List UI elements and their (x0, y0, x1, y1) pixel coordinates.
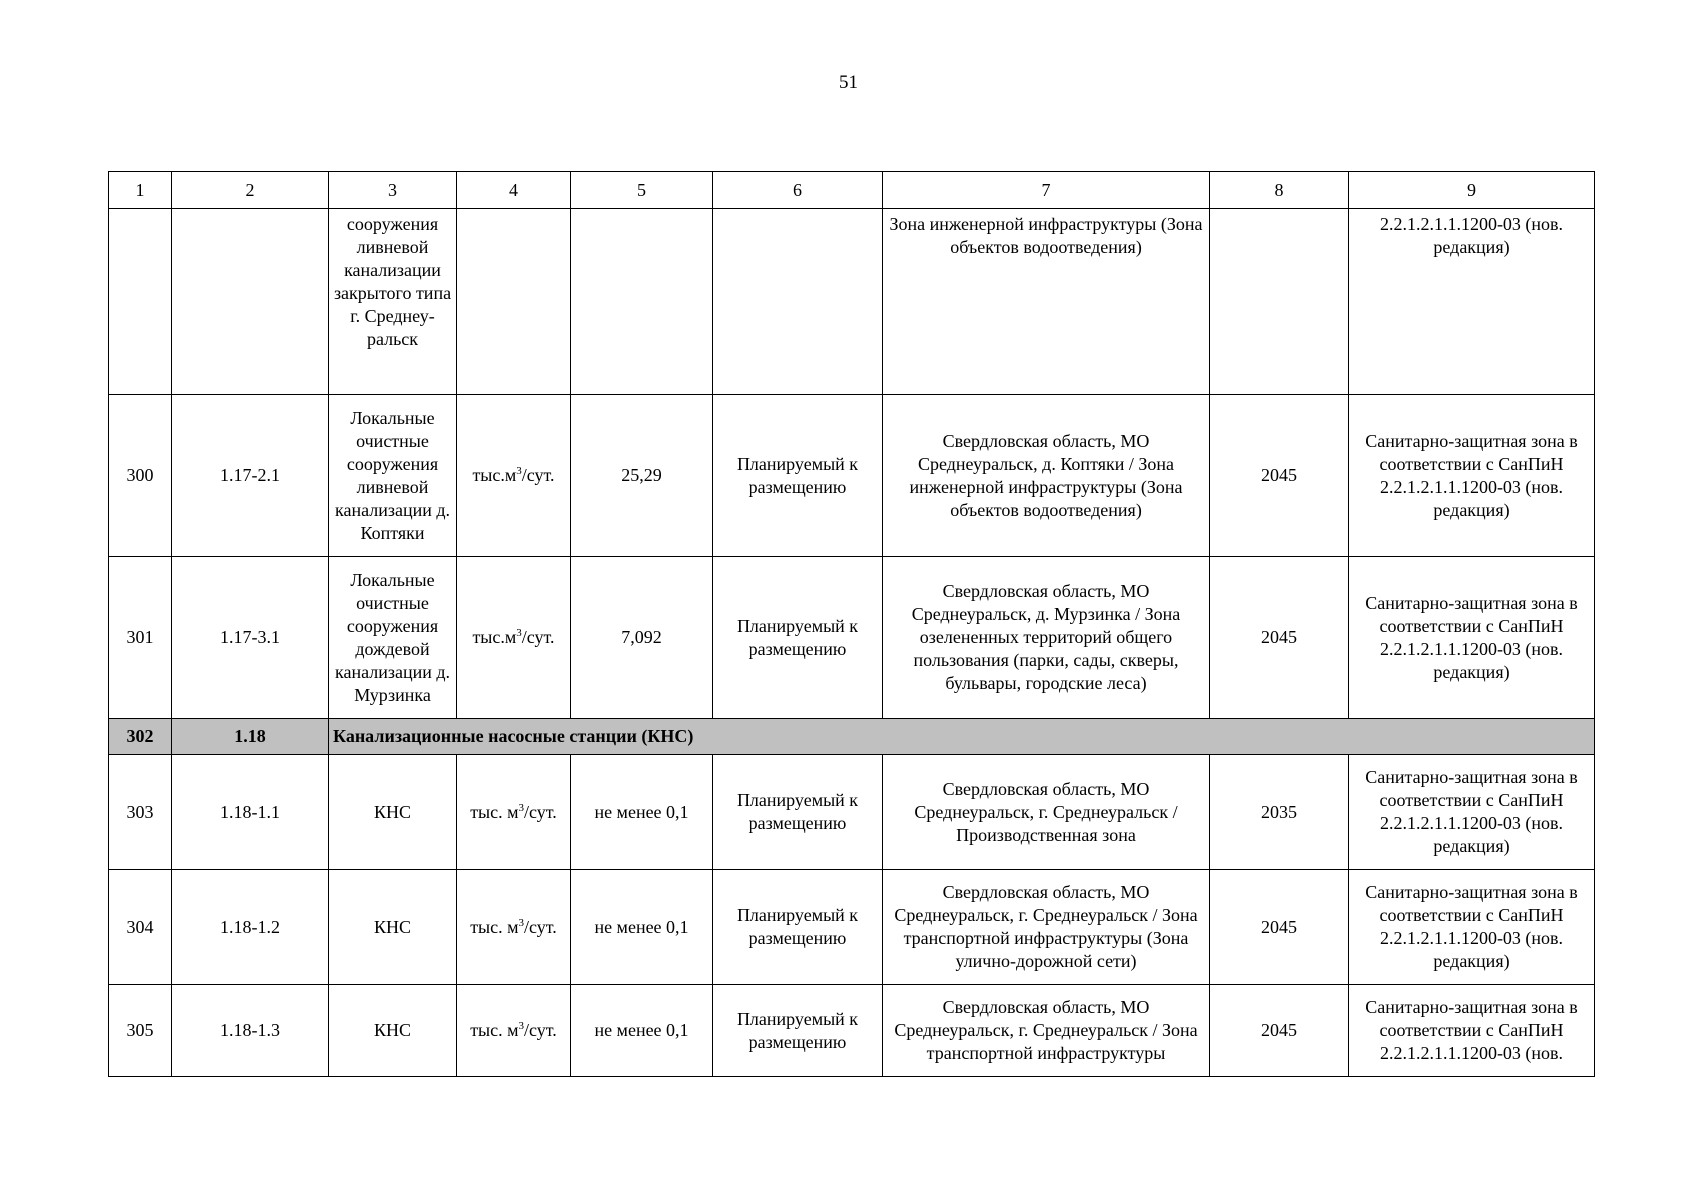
object-name-cell: КНС (329, 985, 457, 1077)
section-header-row (109, 719, 1595, 755)
year-cell (1210, 209, 1349, 395)
row-number-cell (109, 209, 172, 395)
object-name-cell: КНС (329, 870, 457, 985)
column-number: 4 (457, 172, 571, 209)
code-cell: 1.17-3.1 (172, 557, 329, 719)
status-cell: Планируемый к размещению (713, 985, 883, 1077)
status-cell: Планируемый к размещению (713, 395, 883, 557)
table-row (109, 870, 1595, 985)
capacity-cell: не менее 0,1 (571, 985, 713, 1077)
capacity-cell (571, 209, 713, 395)
unit-cell: тыс. $м^3$/сут. (457, 870, 571, 985)
location-cell: Свердловская область, МО Среднеуральск, д. Мурзинка / Зона озелененных территорий общего пользования (парки, сады, скверы, бульвары, городские леса) (883, 557, 1210, 719)
location-cell: Свердловская область, МО Среднеуральск, г. Среднеуральск / Производственная зона (883, 755, 1210, 870)
code-cell: 1.17-2.1 (172, 395, 329, 557)
unit-cell (457, 209, 571, 395)
section-title: Канализационные насосные станции (КНС) (329, 719, 1595, 755)
status-cell: Планируемый к размещению (713, 557, 883, 719)
table-row (109, 209, 1595, 395)
unit-cell: $тыс.м^3$/сут. (457, 395, 571, 557)
column-number-row (109, 172, 1595, 209)
zone-cell: Санитарно-защитная зона в соответствии с СанПиН 2.2.1.2.1.1.1200-03 (нов. (1349, 985, 1595, 1077)
object-name-cell: КНС (329, 755, 457, 870)
unit-cell: тыс. $м^3$/сут. (457, 755, 571, 870)
page-number: 51 (839, 72, 858, 93)
row-number-cell: 300 (109, 395, 172, 557)
row-number-cell: 303 (109, 755, 172, 870)
status-cell: Планируемый к размещению (713, 755, 883, 870)
capacity-cell: 25,29 (571, 395, 713, 557)
row-number-cell: 301 (109, 557, 172, 719)
column-number: 5 (571, 172, 713, 209)
register-table (108, 171, 1595, 1077)
year-cell: 2045 (1210, 395, 1349, 557)
capacity-cell: не менее 0,1 (571, 755, 713, 870)
year-cell: 2045 (1210, 985, 1349, 1077)
status-cell: Планируемый к размещению (713, 870, 883, 985)
capacity-cell: не менее 0,1 (571, 870, 713, 985)
zone-cell: Санитарно-защитная зона в соответствии с СанПиН 2.2.1.2.1.1.1200-03 (нов. редакция) (1349, 395, 1595, 557)
table-row (109, 755, 1595, 870)
zone-cell: Санитарно-защитная зона в соответствии с СанПиН 2.2.1.2.1.1.1200-03 (нов. редакция) (1349, 557, 1595, 719)
table-row (109, 395, 1595, 557)
code-cell: 1.18-1.3 (172, 985, 329, 1077)
object-name-cell: сооружения ливневой канализации закрытого типа г. Среднеу-ральск (329, 209, 457, 395)
year-cell: 2035 (1210, 755, 1349, 870)
zone-cell: 2.2.1.2.1.1.1200-03 (нов. редакция) (1349, 209, 1595, 395)
column-number: 1 (109, 172, 172, 209)
capacity-cell: 7,092 (571, 557, 713, 719)
object-name-cell: Локальные очистные сооружения ливневой канализации д. Коптяки (329, 395, 457, 557)
row-number-cell: 305 (109, 985, 172, 1077)
row-number-cell: 304 (109, 870, 172, 985)
column-number: 9 (1349, 172, 1595, 209)
table-row (109, 985, 1595, 1077)
code-cell: 1.18-1.1 (172, 755, 329, 870)
location-cell: Зона инженерной инфраструктуры (Зона объектов водоотведения) (883, 209, 1210, 395)
location-cell: Свердловская область, МО Среднеуральск, г. Среднеуральск / Зона транспортной инфраструктуры (Зона улично-дорожной сети) (883, 870, 1210, 985)
zone-cell: Санитарно-защитная зона в соответствии с СанПиН 2.2.1.2.1.1.1200-03 (нов. редакция) (1349, 755, 1595, 870)
location-cell: Свердловская область, МО Среднеуральск, г. Среднеуральск / Зона транспортной инфраструктуры (883, 985, 1210, 1077)
column-number: 3 (329, 172, 457, 209)
code-cell (172, 209, 329, 395)
object-name-cell: Локальные очистные сооружения дождевой канализации д. Мурзинка (329, 557, 457, 719)
year-cell: 2045 (1210, 870, 1349, 985)
location-cell: Свердловская область, МО Среднеуральск, д. Коптяки / Зона инженерной инфраструктуры (Зона объектов водоотведения) (883, 395, 1210, 557)
row-number-cell: 302 (109, 719, 172, 755)
code-cell: 1.18-1.2 (172, 870, 329, 985)
code-cell: 1.18 (172, 719, 329, 755)
unit-cell: $тыс.м^3$/сут. (457, 557, 571, 719)
column-number: 6 (713, 172, 883, 209)
column-number: 7 (883, 172, 1210, 209)
column-number: 8 (1210, 172, 1349, 209)
table-row (109, 557, 1595, 719)
unit-cell: тыс. $м^3$/сут. (457, 985, 571, 1077)
status-cell (713, 209, 883, 395)
column-number: 2 (172, 172, 329, 209)
year-cell: 2045 (1210, 557, 1349, 719)
zone-cell: Санитарно-защитная зона в соответствии с СанПиН 2.2.1.2.1.1.1200-03 (нов. редакция) (1349, 870, 1595, 985)
